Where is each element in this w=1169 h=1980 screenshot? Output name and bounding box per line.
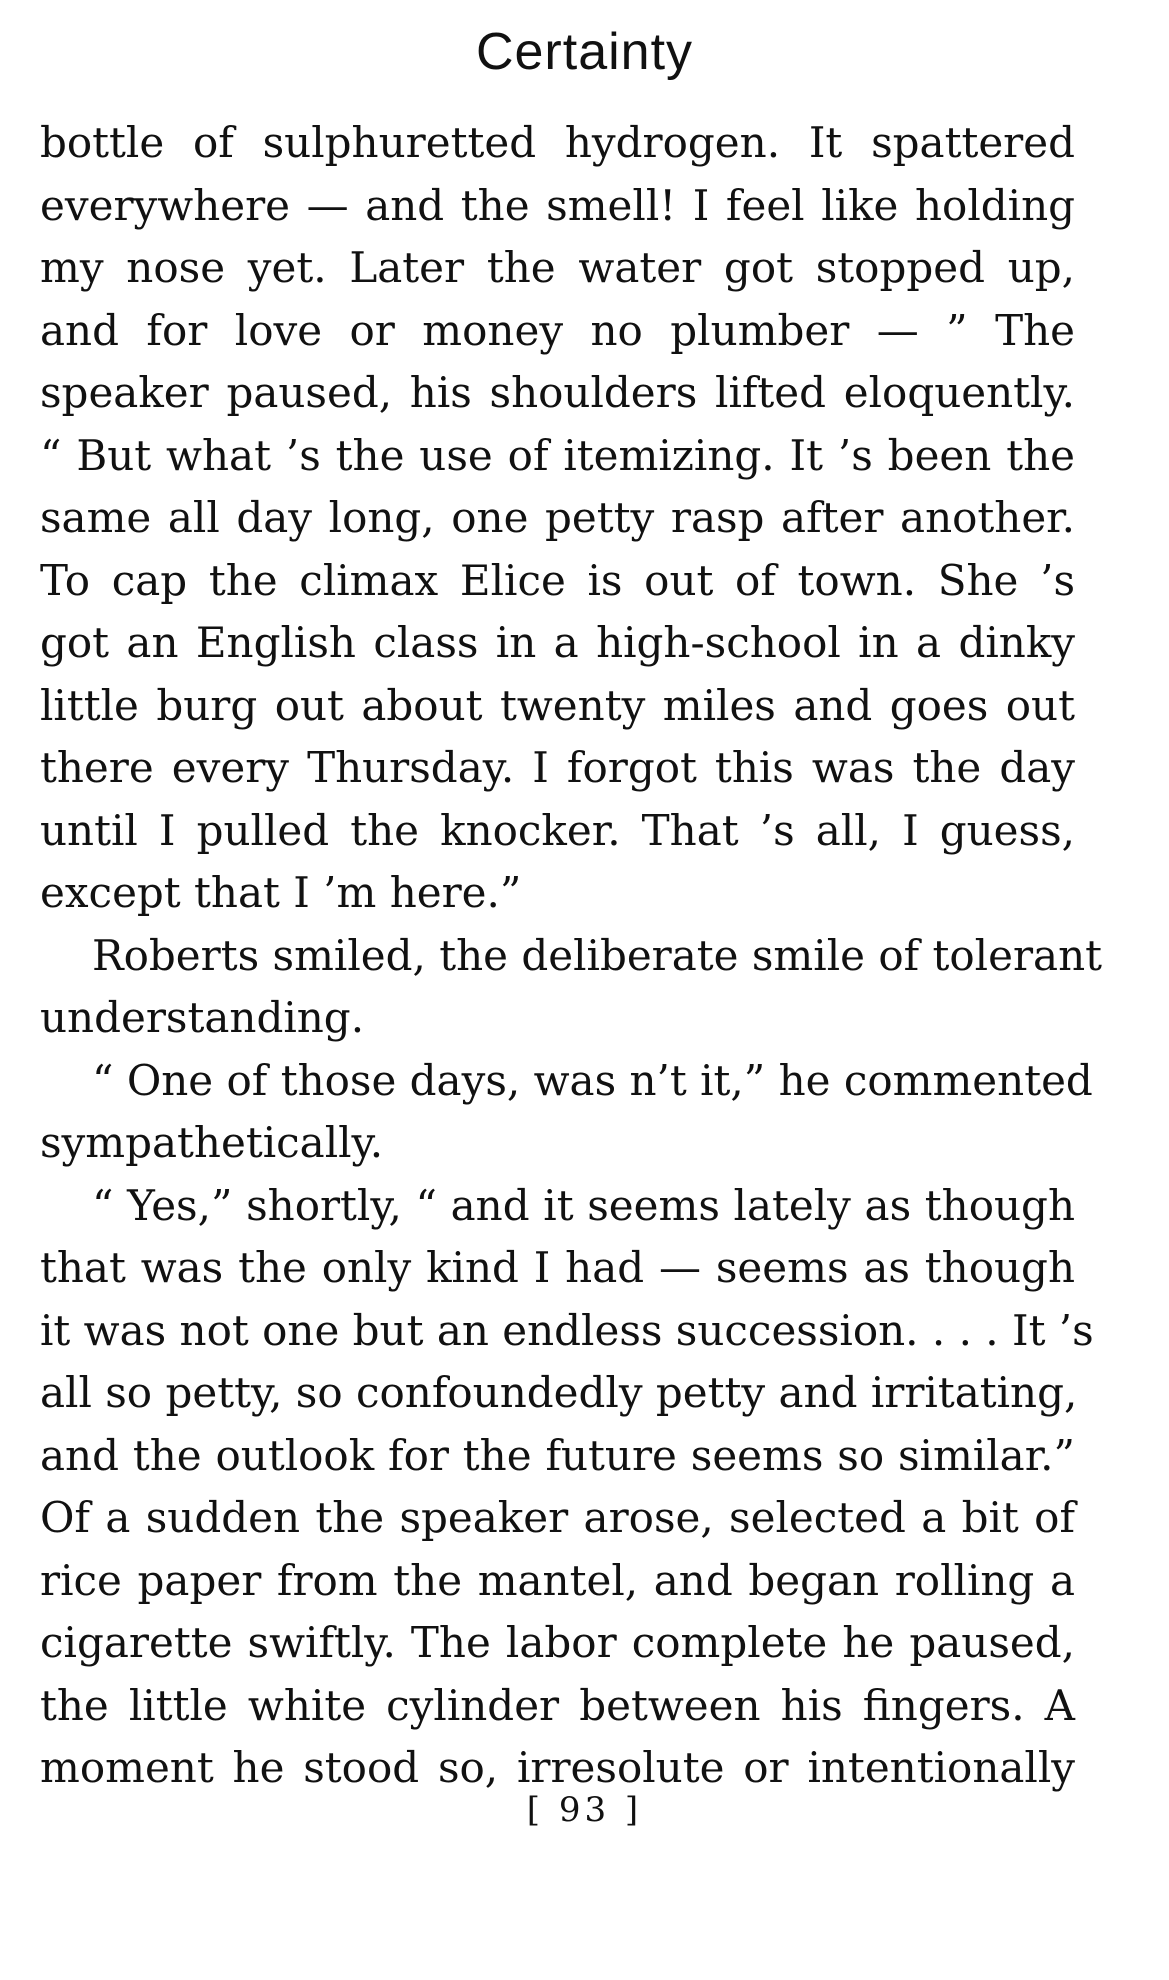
text-line: speaker paused, his shoulders lifted eloquently. [40, 368, 1075, 417]
text-line: “ One of those days, was n’t it,” he commented [92, 1055, 1093, 1105]
text-line: Roberts smiled, the deliberate smile of tolerant [92, 930, 1103, 980]
text-line: little burg out about twenty miles and goes out [40, 680, 1075, 730]
text-line: there every Thursday. I forgot this was the day [40, 743, 1075, 792]
text-line: got an English class in a high-school in a dinky [40, 618, 1075, 667]
text-line: until I pulled the knocker. That ’s all, I guess, [40, 805, 1075, 855]
text-line: it was not one but an endless succession. . . . It ’s [40, 1305, 1094, 1355]
body-text [40, 112, 1103, 1800]
text-line: To cap the climax Elice is out of town. She ’s [40, 555, 1075, 605]
text-line: everywhere — and the smell! I feel like holding [40, 180, 1075, 230]
text-line: bottle of sulphuretted hydrogen. It spattered [40, 118, 1075, 167]
text-line: and for love or money no plumber — ” The [40, 305, 1075, 355]
text-line: all so petty, so confoundedly petty and irritating, [40, 1368, 1078, 1417]
page-number: [ 93 ] [526, 1790, 643, 1830]
text-line: the little white cylinder between his fingers. A [40, 1680, 1075, 1730]
text-line: cigarette swiftly. The labor complete he paused, [40, 1618, 1075, 1667]
text-line: same all day long, one petty rasp after another. [40, 493, 1075, 542]
text-line: rice paper from the mantel, and began rolling a [40, 1555, 1075, 1605]
text-line: my nose yet. Later the water got stopped up, [40, 243, 1075, 292]
text-line: Of a sudden the speaker arose, selected a bit of [40, 1493, 1075, 1542]
text-line: understanding. [40, 993, 365, 1042]
running-head: Certainty [475, 23, 694, 81]
text-line: that was the only kind I had — seems as though [40, 1243, 1075, 1292]
text-line: except that I ’m here.” [40, 868, 522, 917]
text-line: sympathetically. [40, 1118, 384, 1167]
text-line: “ Yes,” shortly, “ and it seems lately as though [92, 1180, 1075, 1230]
text-line: “ But what ’s the use of itemizing. It ’s been the [40, 430, 1075, 480]
text-line: and the outlook for the future seems so similar.” [40, 1430, 1075, 1480]
text-line: moment he stood so, irresolute or intentionally [40, 1743, 1075, 1792]
